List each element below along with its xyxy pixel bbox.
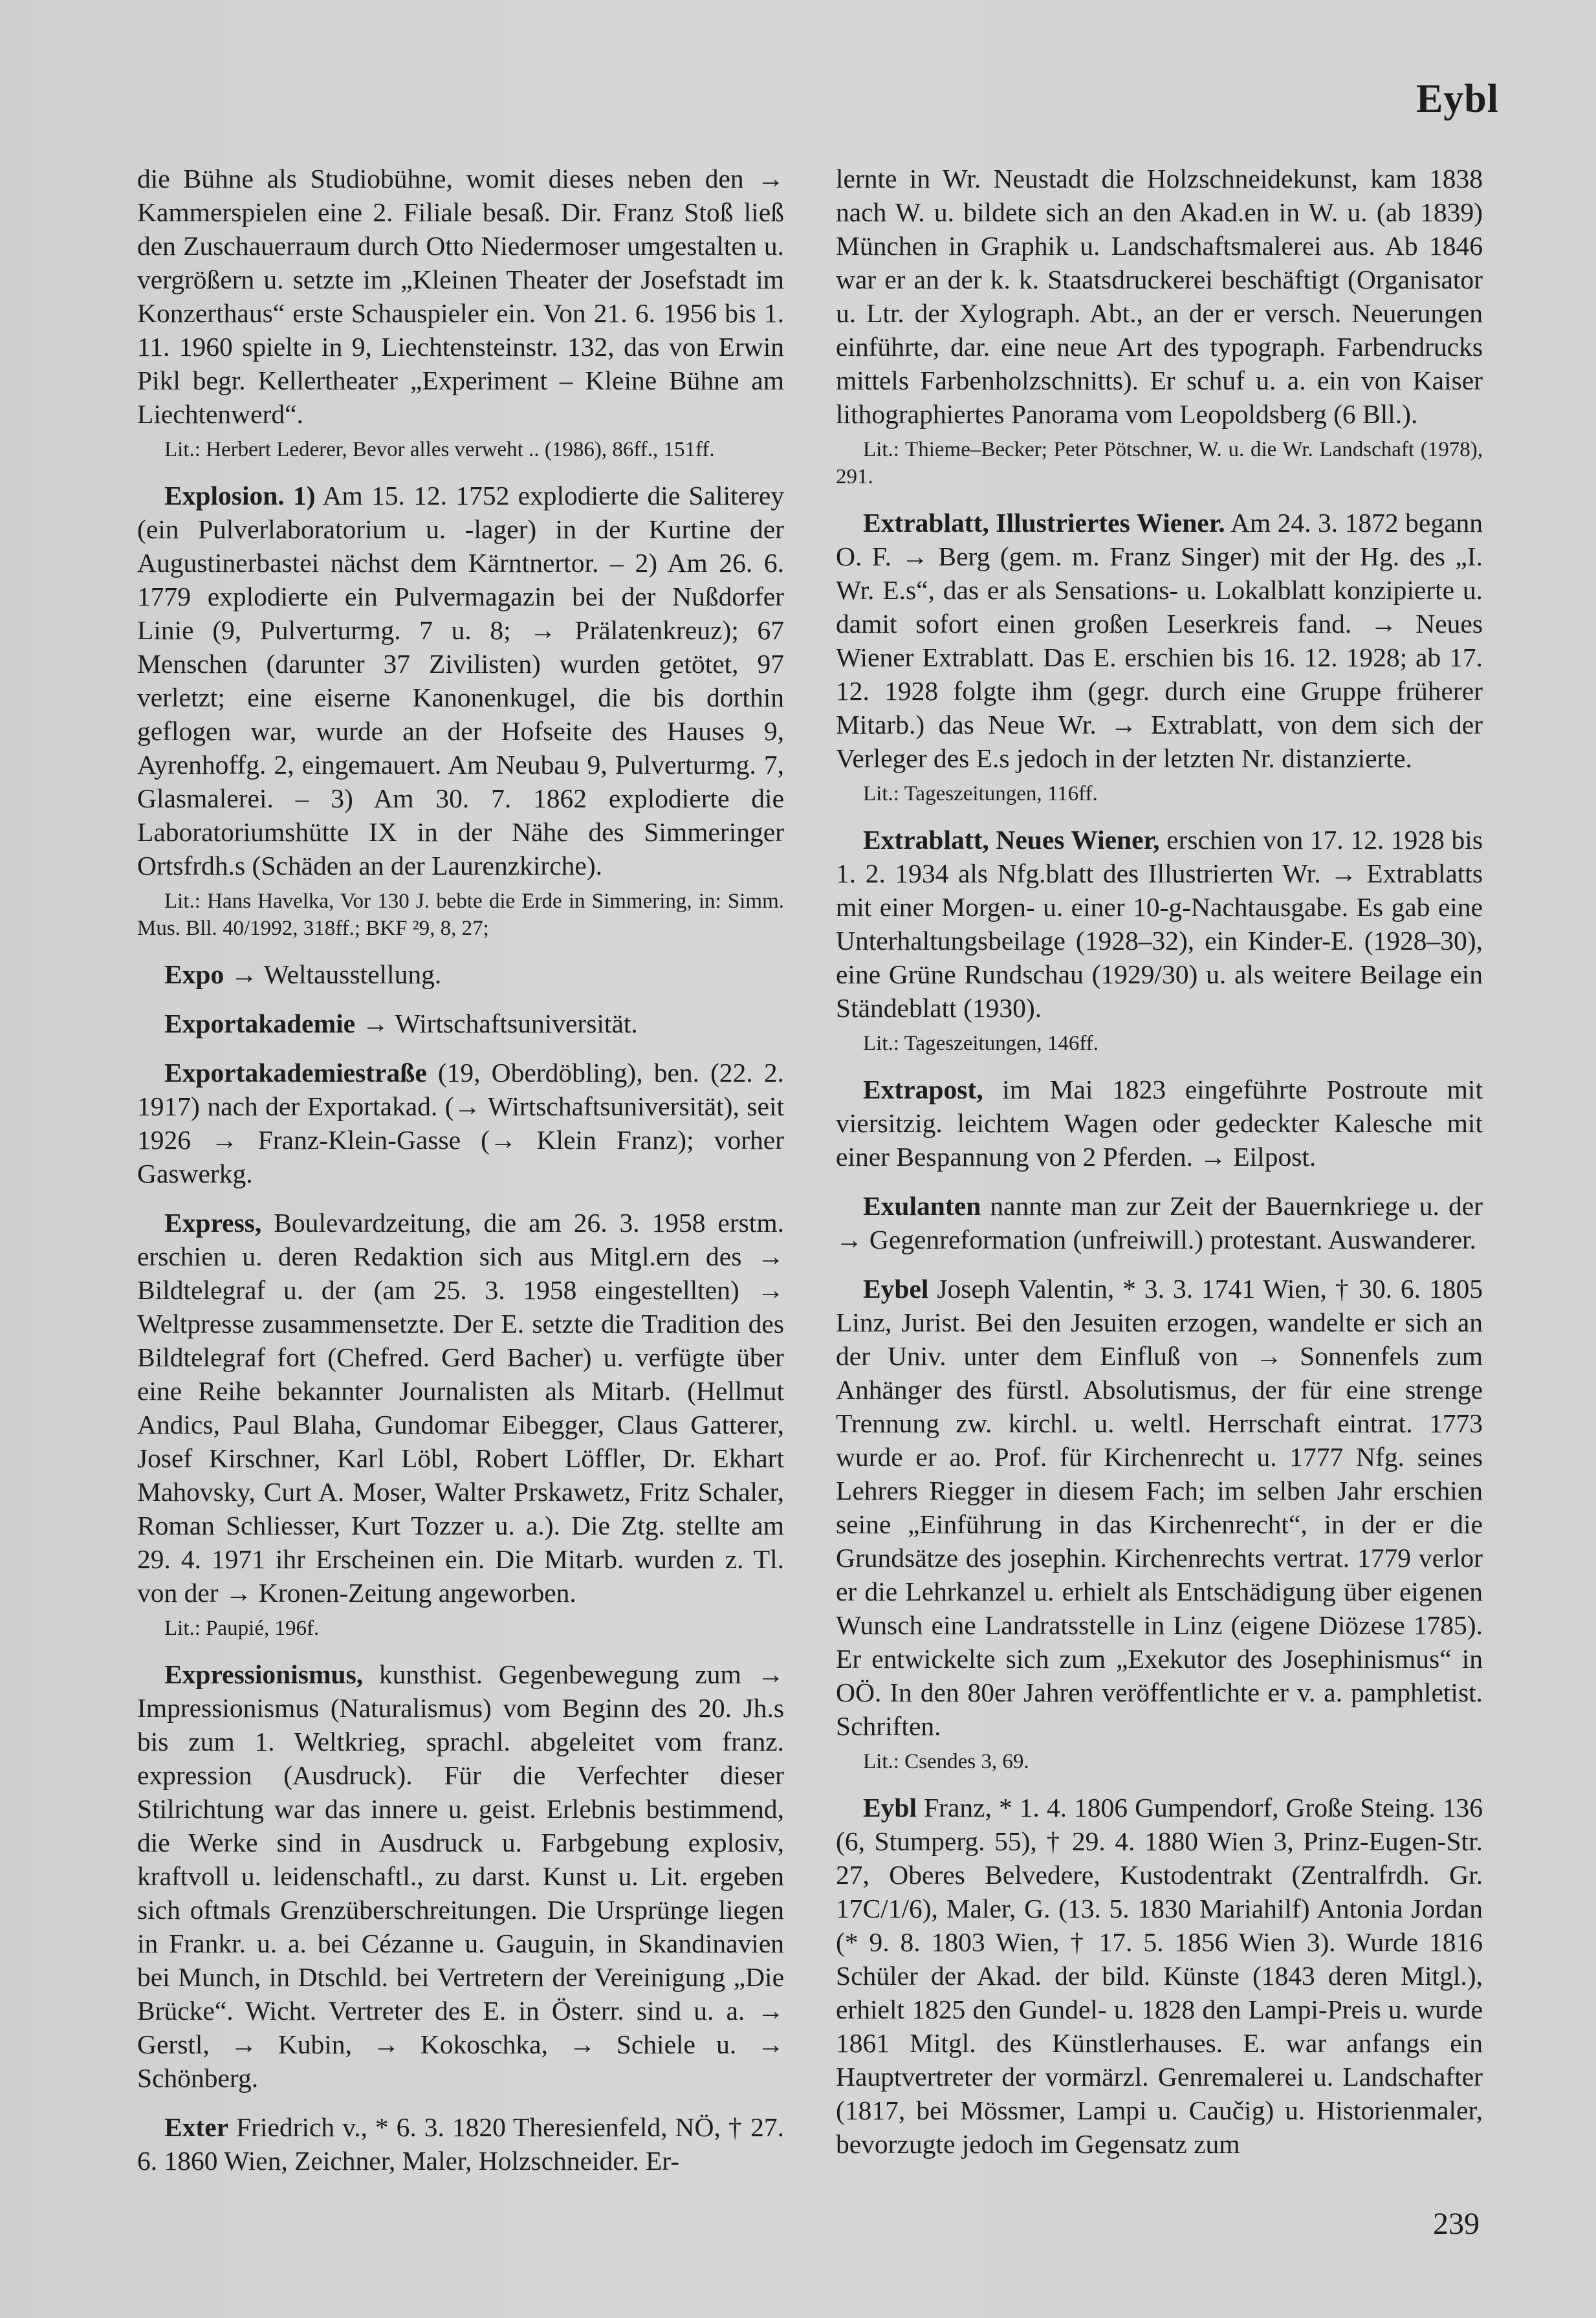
entry-text: lernte in Wr. Neustadt die Holzschneidekunst, kam 1838 nach W. u. bildete sich an den Akad.en in W. u. (ab 1839) München in Graphik u. Landschaftsmalerei aus. Ab 1846 war er an der k. k. Staatsdruckerei beschäftigt (Organisator u. Ltr. der Xylograph. Abt., an der er versch. Neuerungen einführte, dar. eine neue Art des typograph. Farbendrucks mittels Farbenholzschnitts). Er schuf u. a. ein von Kaiser lithographiertes Panorama vom Leopoldsberg (6 Bll.). xyxy=(836,164,1483,429)
lexicon-entry xyxy=(137,1657,784,2095)
literature-reference: Lit.: Paupié, 196f. xyxy=(164,1617,320,1640)
entry-headword: Extrablatt, Neues Wiener, xyxy=(863,825,1160,855)
lexicon-entry xyxy=(137,1056,784,1190)
entry-headword: Exulanten xyxy=(863,1191,981,1221)
left-column xyxy=(137,162,784,2178)
entry-text: kunsthist. Gegenbewegung zum → Impressionismus (Naturalismus) vom Beginn des 20. Jh.s bis zum 1. Weltkrieg, sprachl. abgeleitet vom franz. expression (Ausdruck). Für die Verfechter dieser Stilrichtung war das innere u. geist. Erlebnis bestimmend, die Werke sind in Ausdruck u. Farbgebung explosiv, kraftvoll u. leidenschaftl., zu darst. Kunst u. Lit. ergeben sich oftmals Grenzüberschreitungen. Die Ursprünge liegen in Frankr. u. a. bei Cézanne u. Gauguin, in Skandinavien bei Munch, in Dtschld. bei Vertretern der Vereinigung „Die Brücke“. Wicht. Vertreter des E. in Österr. sind u. a. → Gerstl, → Kubin, → Kokoschka, → Schiele u. → Schönberg. xyxy=(137,1659,784,2093)
entry-headword: Explosion. 1) xyxy=(164,481,316,510)
entry-text: → Weltausstellung. xyxy=(224,959,442,989)
lexicon-entry xyxy=(836,1073,1483,1174)
entry-text: nannte man zur Zeit der Bauernkriege u. der → Gegenreformation (unfreiwill.) protestant. Auswanderer. xyxy=(836,1191,1483,1254)
literature-reference: Lit.: Thieme–Becker; Peter Pötschner, W. u. die Wr. Landschaft (1978), 291. xyxy=(836,438,1483,488)
entry-headword: Exter xyxy=(164,2112,229,2142)
entry-text: (19, Oberdöbling), ben. (22. 2. 1917) nach der Exportakad. (→ Wirtschaftsuniversität), seit 1926 → Franz-Klein-Gasse (→ Klein Franz); vorher Gaswerkg. xyxy=(137,1058,784,1188)
running-head: Eybl xyxy=(1416,77,1499,121)
lexicon-entry xyxy=(137,1206,784,1610)
entry-headword: Express, xyxy=(164,1208,262,1238)
lexicon-entry xyxy=(836,506,1483,775)
lexicon-entry xyxy=(836,823,1483,1025)
lexicon-entry xyxy=(137,1007,784,1040)
literature-reference: Lit.: Tageszeitungen, 116ff. xyxy=(863,782,1098,805)
lexicon-entry xyxy=(836,1791,1483,2161)
literature-reference: Lit.: Herbert Lederer, Bevor alles verweht .. (1986), 86ff., 151ff. xyxy=(164,438,715,461)
entry-text: Franz, * 1. 4. 1806 Gumpendorf, Große Steing. 136 (6, Stumperg. 55), † 29. 4. 1880 Wien 3, Prinz-Eugen-Str. 27, Oberes Belvedere, Kustodentrakt (Zentralfrdh. Gr. 17C/1/6), Maler, G. (13. 5. 1830 Mariahilf) Antonia Jordan (* 9. 8. 1803 Wien, † 17. 5. 1856 Wien 3). Wurde 1816 Schüler der Akad. der bild. Künste (1843 deren Mitgl.), erhielt 1825 den Gundel- u. 1828 den Lampi-Preis u. wurde 1861 Mitgl. des Künstlerhauses. E. war anfangs ein Hauptvertreter der vormärzl. Genremalerei u. Landschafter (1817, bei Mössmer, Lampi u. Caučig) u. Historienmaler, bevorzugte jedoch im Gegensatz zum xyxy=(836,1793,1483,2159)
lexicon-entry xyxy=(836,1272,1483,1743)
entry-headword: Expo xyxy=(164,959,224,989)
entry-text: im Mai 1823 eingeführte Postroute mit viersitzig. leichtem Wagen oder gedeckter Kalesche mit einer Bespannung von 2 Pferden. → Eilpost. xyxy=(836,1075,1483,1172)
page-number: 239 xyxy=(1433,2207,1480,2241)
literature-reference: Lit.: Tageszeitungen, 146ff. xyxy=(863,1032,1099,1055)
entry-continuation xyxy=(836,162,1483,431)
entry-text: Boulevardzeitung, die am 26. 3. 1958 erstm. erschien u. deren Redaktion sich aus Mitgl.ern des → Bildtelegraf u. der (am 25. 3. 1958 eingestellten) → Weltpresse zusammensetzte. Der E. setzte die Tradition des Bildtelegraf fort (Chefred. Gerd Bacher) u. verfügte über eine Reihe bekannter Journalisten als Mitarb. (Hellmut Andics, Paul Blaha, Gundomar Eibegger, Claus Gatterer, Josef Kirschner, Karl Löbl, Robert Löffler, Dr. Ekhart Mahovsky, Curt A. Moser, Walter Prskawetz, Fritz Schaler, Roman Schliesser, Kurt Tozzer u. a.). Die Ztg. stellte am 29. 4. 1971 ihr Erscheinen ein. Die Mitarb. wurden z. Tl. von der → Kronen-Zeitung angeworben. xyxy=(137,1208,784,1608)
entry-headword: Eybel xyxy=(863,1274,929,1304)
entry-headword: Eybl xyxy=(863,1793,917,1822)
lexicon-entry xyxy=(836,1189,1483,1256)
entry-headword: Exportakademie xyxy=(164,1009,356,1038)
lexicon-entry xyxy=(137,479,784,882)
entry-headword: Extrapost, xyxy=(863,1075,983,1104)
entry-text: Friedrich v., * 6. 3. 1820 Theresienfeld, NÖ, † 27. 6. 1860 Wien, Zeichner, Maler, Holzschneider. Er- xyxy=(137,2112,784,2176)
entry-text: → Wirtschaftsuniversität. xyxy=(355,1009,638,1038)
right-column xyxy=(836,162,1483,2161)
entry-text: Am 15. 12. 1752 explodierte die Saliterey (ein Pulverlaboratorium u. -lager) in der Kurtine der Augustinerbastei nächst dem Kärntnertor. – 2) Am 26. 6. 1779 explodierte ein Pulvermagazin bei der Nußdorfer Linie (9, Pulverturmg. 7 u. 8; → Prälatenkreuz); 67 Menschen (darunter 37 Zivilisten) wurden getötet, 97 verletzt; eine eiserne Kanonenkugel, die bis dorthin geflogen war, wurde an der Hofseite des Hauses 9, Ayrenhoffg. 2, eingemauert. Am Neubau 9, Pulverturmg. 7, Glasmalerei. – 3) Am 30. 7. 1862 explodierte die Laboratoriumshütte IX in der Nähe des Simmeringer Ortsfrdh.s (Schäden an der Laurenzkirche). xyxy=(137,481,785,880)
entry-text: erschien von 17. 12. 1928 bis 1. 2. 1934 als Nfg.blatt des Illustrierten Wr. → Extrablatts mit einer Morgen- u. einer 10-g-Nachtausgabe. Es gab eine Unterhaltungsbeilage (1928–32), ein Kinder-E. (1928–30), eine Grüne Rundschau (1929/30) u. als weitere Beilage ein Ständeblatt (1930). xyxy=(836,825,1483,1023)
entry-continuation xyxy=(137,162,784,431)
literature-reference: Lit.: Csendes 3, 69. xyxy=(863,1750,1029,1773)
entry-headword: Extrablatt, Illustriertes Wiener. xyxy=(863,508,1225,538)
lexicon-entry xyxy=(137,2110,784,2178)
entry-text: Am 24. 3. 1872 begann O. F. → Berg (gem. m. Franz Singer) mit der Hg. des „I. Wr. E.s“, das er als Sensations- u. Lokalblatt konzipierte u. damit sofort einen großen Leserkreis fand. → Neues Wiener Extrablatt. Das E. erschien bis 16. 12. 1928; ab 17. 12. 1928 folgte ihm (gegr. durch eine Gruppe früherer Mitarb.) das Neue Wr. → Extrablatt, von dem sich der Verleger des E.s jedoch in der letzten Nr. distanzierte. xyxy=(836,508,1483,773)
entry-text: Joseph Valentin, * 3. 3. 1741 Wien, † 30. 6. 1805 Linz, Jurist. Bei den Jesuiten erzogen, wandelte er sich an der Univ. unter dem Einfluß von → Sonnenfels zum Anhänger des fürstl. Absolutismus, der für eine strenge Trennung zw. kirchl. u. weltl. Herrschaft eintrat. 1773 wurde er ao. Prof. für Kirchenrecht u. 1777 Nfg. seines Lehrers Riegger in diesem Fach; im selben Jahr erschien seine „Einführung in das Kirchenrecht“, in der er die Grundsätze des josephin. Kirchenrechts vertrat. 1779 verlor er die Lehrkanzel u. erhielt als Entschädigung über eigenen Wunsch eine Landratsstelle in Linz (eigene Diözese 1785). Er entwickelte sich zum „Exekutor des Josephinismus“ in OÖ. In den 80er Jahren veröffentlichte er v. a. pamphletist. Schriften. xyxy=(836,1274,1483,1741)
entry-headword: Exportakademiestraße xyxy=(164,1058,427,1088)
entry-text: die Bühne als Studiobühne, womit dieses neben den → Kammerspielen eine 2. Filiale besaß. Dir. Franz Stoß ließ den Zuschauerraum durch Otto Niedermoser umgestalten u. vergrößern u. setzte im „Kleinen Theater der Josefstadt im Konzerthaus“ erste Schauspieler ein. Von 21. 6. 1956 bis 1. 11. 1960 spielte in 9, Liechtensteinstr. 132, das von Erwin Pikl begr. Kellertheater „Experiment – Kleine Bühne am Liechtenwerd“. xyxy=(137,164,784,429)
literature-reference: Lit.: Hans Havelka, Vor 130 J. bebte die Erde in Simmering, in: Simm. Mus. Bll. 40/1992, 318ff.; BKF ²9, 8, 27; xyxy=(137,890,784,940)
lexicon-entry xyxy=(137,957,784,991)
entry-headword: Expressionismus, xyxy=(164,1659,364,1689)
